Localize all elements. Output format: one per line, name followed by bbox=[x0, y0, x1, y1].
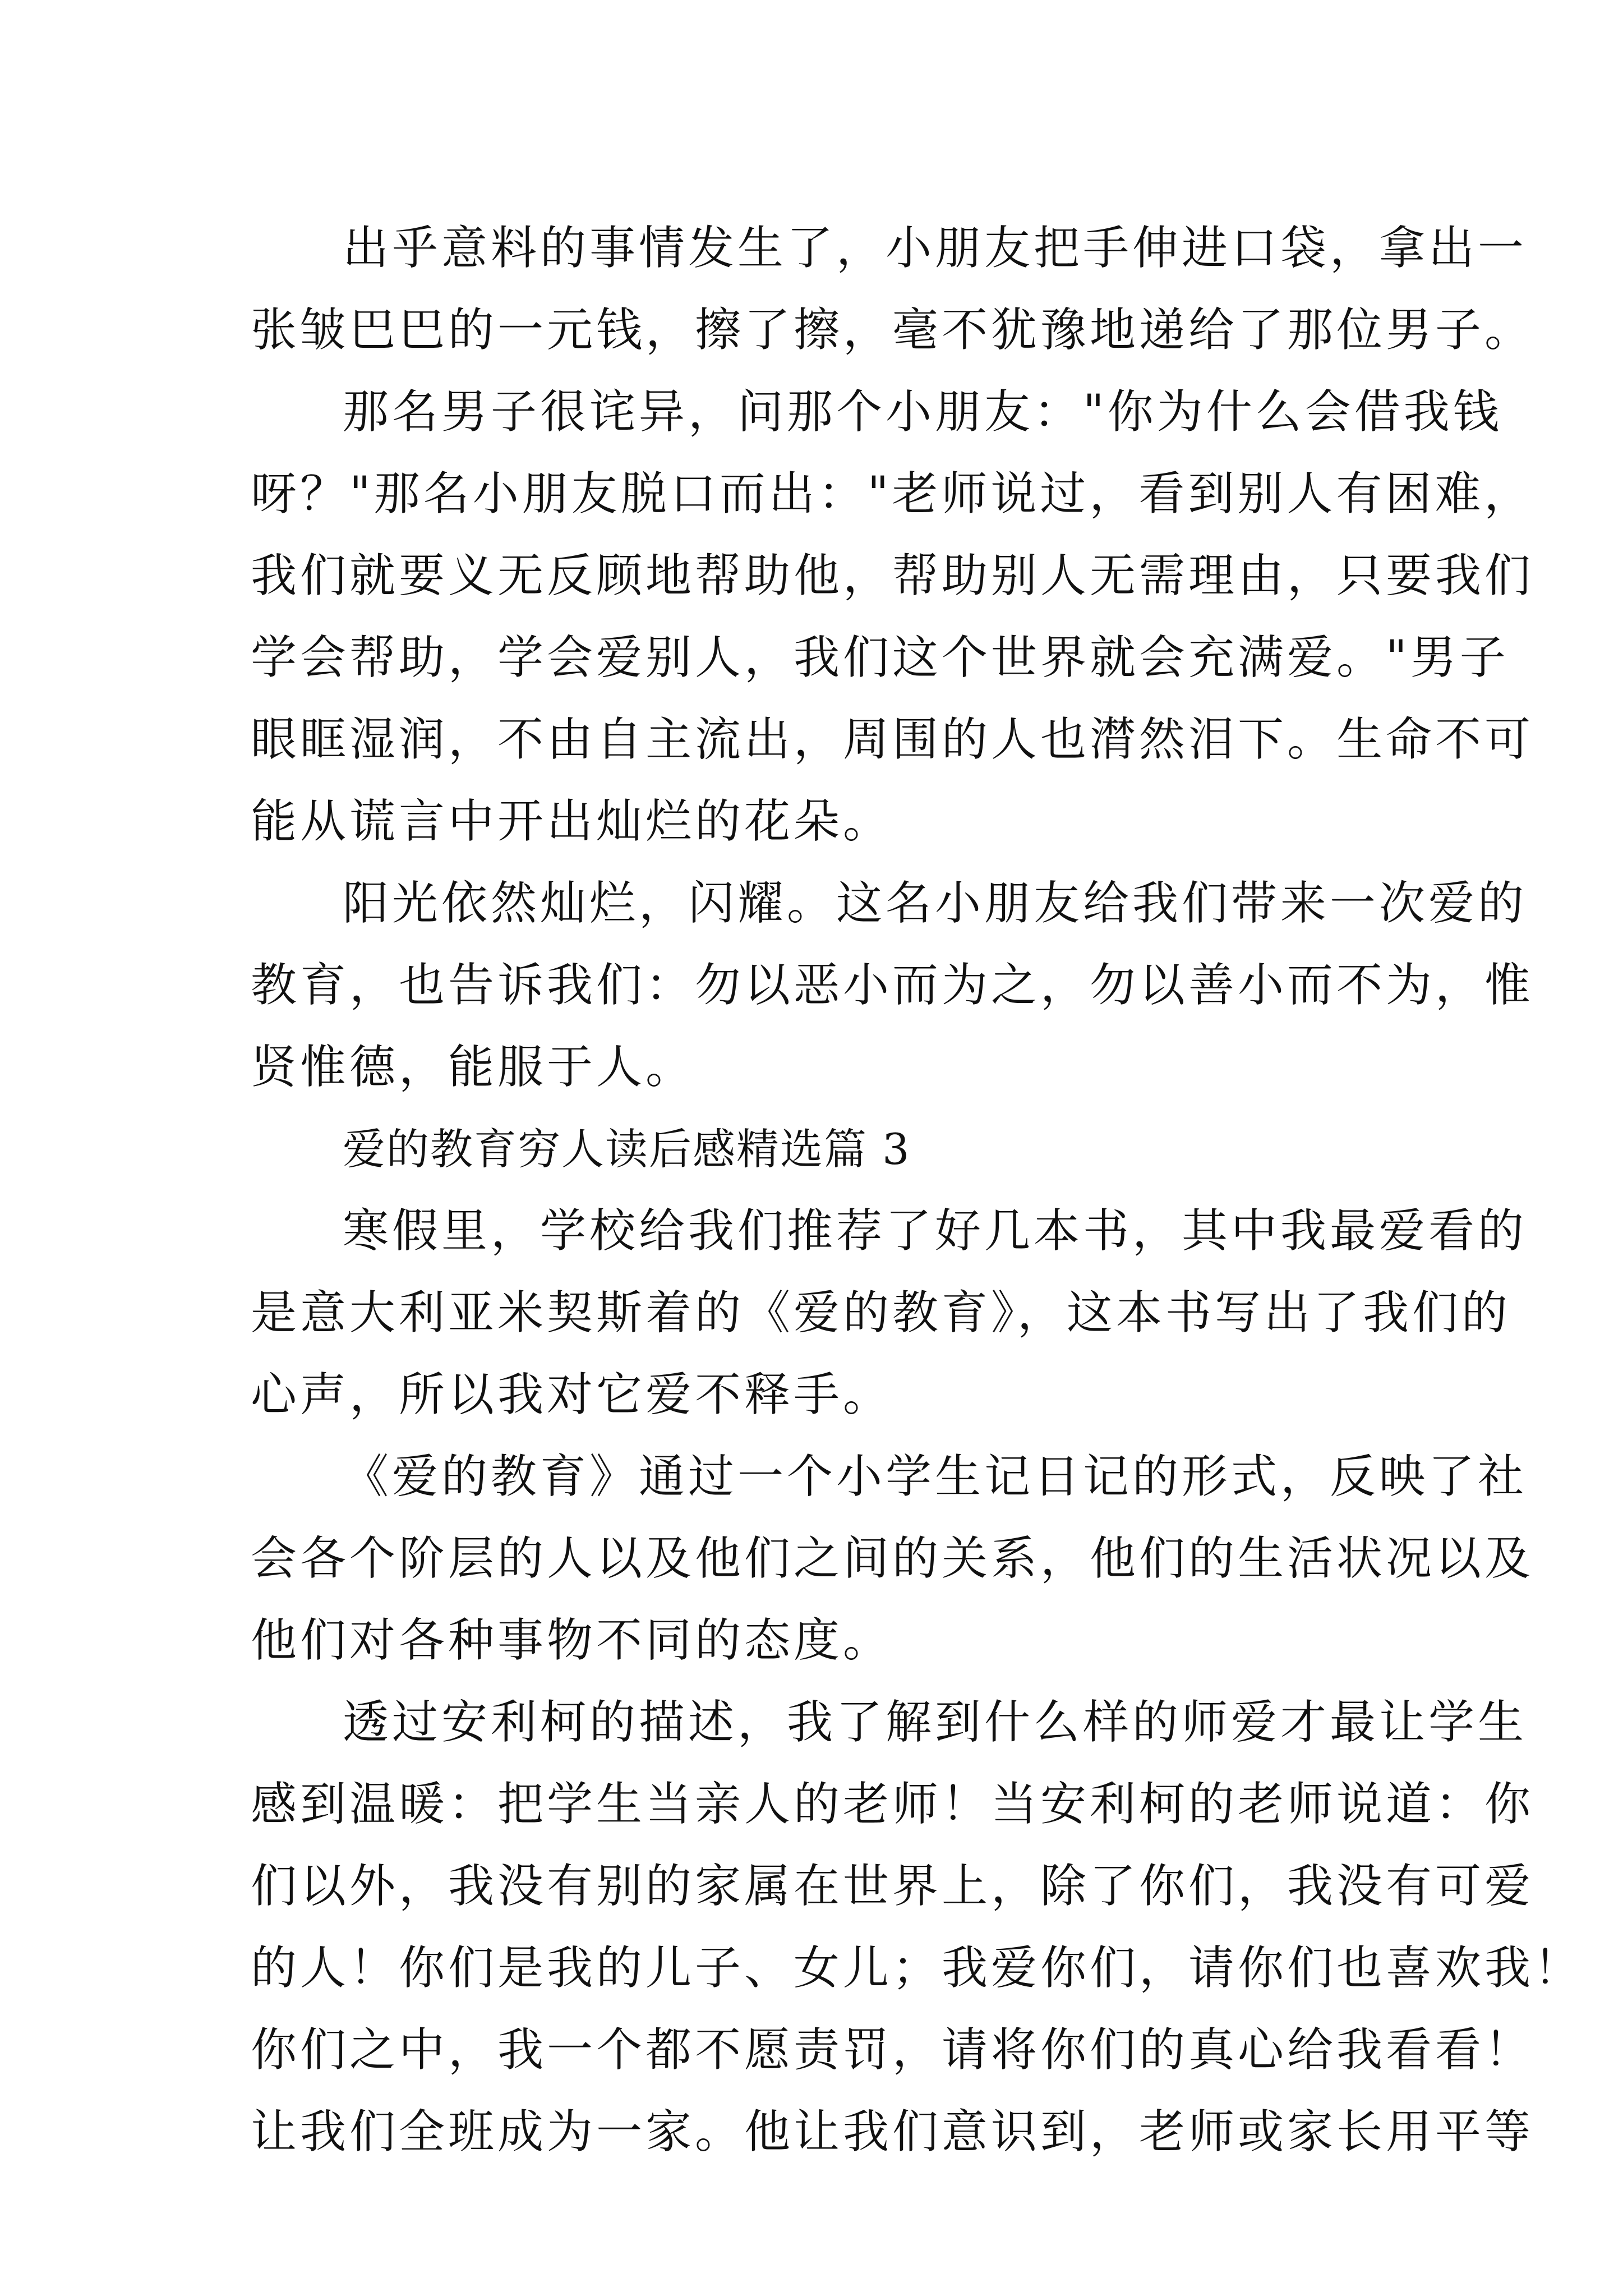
text-line: 是意大利亚米契斯着的《爱的教育》，这本书写出了我们的 bbox=[251, 1286, 1511, 1340]
text-line: 他们对各种事物不同的态度。 bbox=[251, 1614, 893, 1667]
text-line: 心声，所以我对它爱不释手。 bbox=[251, 1368, 893, 1421]
section-heading: 爱的教育穷人读后感精选篇 3 bbox=[343, 1124, 911, 1174]
text-line: 会各个阶层的人以及他们之间的关系，他们的生活状况以及 bbox=[251, 1532, 1534, 1585]
text-line: 出乎意料的事情发生了，小朋友把手伸进口袋，拿出一 bbox=[343, 222, 1528, 275]
text-line: 学会帮助，学会爱别人，我们这个世界就会充满爱。"男子 bbox=[251, 631, 1509, 684]
document-body bbox=[251, 208, 1584, 2173]
text-line: 感到温暖：把学生当亲人的老师！当安利柯的老师说道：你 bbox=[251, 1778, 1534, 1831]
text-line: 眼眶湿润，不由自主流出，周围的人也潸然泪下。生命不可 bbox=[251, 713, 1534, 766]
text-line: 我们就要义无反顾地帮助他，帮助别人无需理由，只要我们 bbox=[251, 549, 1534, 602]
text-line: 贤惟德，能服于人。 bbox=[251, 1041, 695, 1094]
text-line: 让我们全班成为一家。他让我们意识到，老师或家长用平等 bbox=[251, 2105, 1534, 2159]
text-line: 阳光依然灿烂，闪耀。这名小朋友给我们带来一次爱的 bbox=[343, 877, 1528, 930]
text-line: 张皱巴巴的一元钱，擦了擦，毫不犹豫地递给了那位男子。 bbox=[251, 303, 1534, 357]
text-line: 透过安利柯的描述，我了解到什么样的师爱才最让学生 bbox=[343, 1696, 1528, 1749]
text-line: 那名男子很诧异，问那个小朋友："你为什么会借我钱 bbox=[343, 385, 1502, 439]
text-line: 《爱的教育》通过一个小学生记日记的形式，反映了社 bbox=[343, 1450, 1528, 1503]
text-line: 呀？"那名小朋友脱口而出："老师说过，看到别人有困难， bbox=[251, 467, 1534, 521]
text-line: 你们之中，我一个都不愿责罚，请将你们的真心给我看看！ bbox=[251, 2023, 1534, 2077]
text-line: 教育，也告诉我们：勿以恶小而为之，勿以善小而不为，惟 bbox=[251, 959, 1534, 1012]
text-line: 们以外，我没有别的家属在世界上，除了你们，我没有可爱 bbox=[251, 1860, 1534, 1913]
text-line: 的人！你们是我的儿子、女儿；我爱你们，请你们也喜欢我！ bbox=[251, 1941, 1584, 1995]
text-line: 能从谎言中开出灿烂的花朵。 bbox=[251, 795, 893, 848]
text-line: 寒假里，学校给我们推荐了好几本书，其中我最爱看的 bbox=[343, 1204, 1528, 1258]
